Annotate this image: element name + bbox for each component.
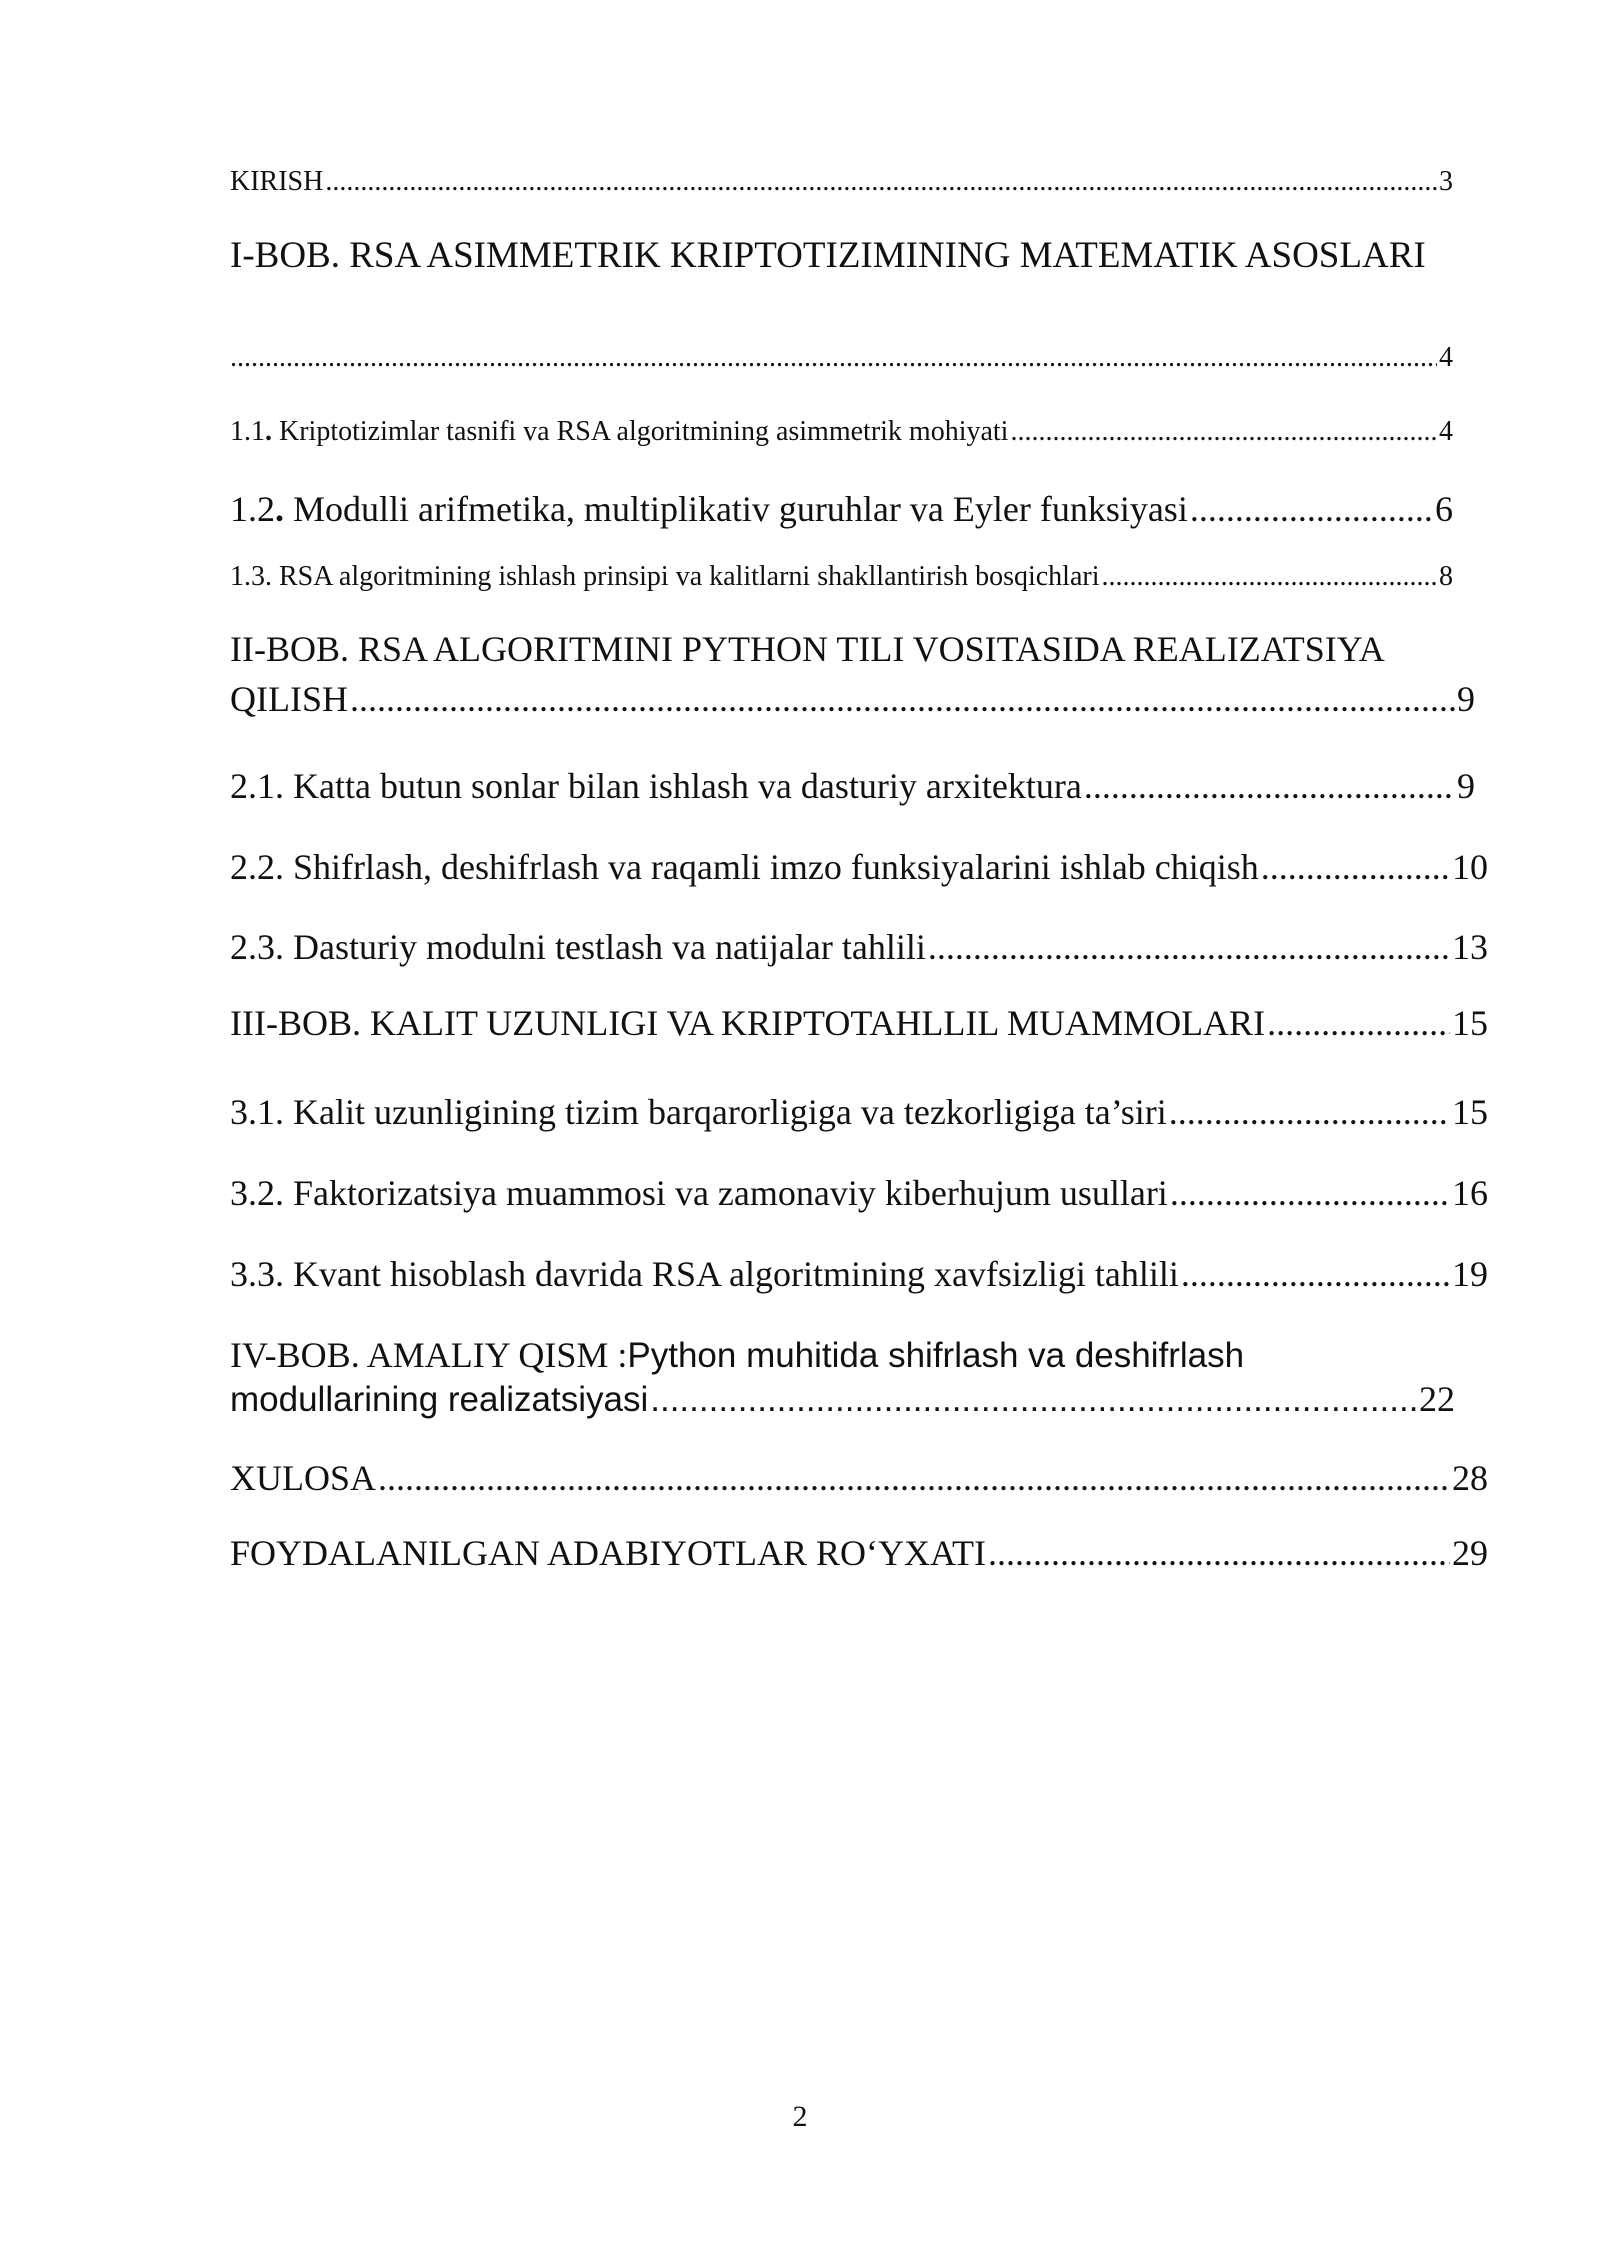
toc-entry-chapter-4	[230, 1378, 1455, 1420]
toc-label: 3.3. Kvant hisoblash davrida RSA algoritmining xavfsizligi tahlili	[230, 1254, 1179, 1294]
toc-chapter-4-title: Python muhitida shifrlash va deshifrlash	[627, 1336, 1245, 1375]
toc-label: QILISH	[230, 679, 348, 719]
toc-entry-1-1	[230, 416, 1453, 448]
toc-chapter-4-prefix: IV-BOB. AMALIY QISM :	[230, 1335, 628, 1375]
toc-entry-3-3	[230, 1253, 1488, 1295]
toc-page-number: 15	[1452, 1003, 1488, 1043]
toc-entry-1-3	[230, 561, 1453, 593]
toc-page-number: 9	[1457, 766, 1475, 806]
toc-page-number: 8	[1439, 561, 1453, 592]
toc-leader-dots	[1169, 1091, 1450, 1133]
toc-page-number: 6	[1435, 489, 1453, 529]
toc-label: KIRISH	[230, 166, 324, 197]
toc-leader-dots	[1170, 1172, 1450, 1214]
toc-leader-dots	[650, 1380, 1417, 1420]
toc-leader-dots	[1101, 561, 1437, 593]
toc-leader-dots	[988, 1532, 1450, 1574]
toc-page-number: 19	[1452, 1254, 1488, 1294]
toc-section-number: 1.1	[230, 416, 265, 447]
toc-page-number: 28	[1452, 1458, 1488, 1498]
toc-page-number: 13	[1452, 927, 1488, 967]
toc-section-dot: .	[275, 489, 284, 529]
toc-label: 2.3. Dasturiy modulni testlash va natijalar tahlili	[230, 927, 926, 967]
toc-leader-dots	[1190, 488, 1433, 530]
toc-label: 3.1. Kalit uzunligining tizim barqarorligiga va tezkorligiga ta’siri	[230, 1092, 1167, 1132]
toc-entry-xulosa	[230, 1457, 1488, 1499]
toc-leader-dots	[378, 1457, 1450, 1499]
toc-entry-chapter-1-leader	[230, 342, 1453, 374]
toc-leader-dots	[1084, 765, 1455, 807]
toc-entry-references	[230, 1532, 1488, 1574]
page-number: 2	[792, 2100, 808, 2133]
toc-page-number: 4	[1439, 342, 1453, 373]
toc-entry-1-2	[230, 488, 1453, 530]
toc-label: FOYDALANILGAN ADABIYOTLAR RO‘YXATI	[230, 1533, 986, 1573]
toc-entry-2-1	[230, 765, 1475, 807]
toc-page-number: 10	[1452, 847, 1488, 887]
toc-entry-chapter-2	[230, 678, 1475, 720]
toc-leader-dots	[1010, 416, 1437, 448]
toc-leader-dots	[928, 926, 1450, 968]
toc-page-number: 4	[1439, 416, 1453, 447]
toc-chapter-1-title: I-BOB. RSA ASIMMETRIK KRIPTOTIZIMINING MATEMATIK ASOSLARI	[230, 235, 1426, 276]
toc-label: 2.2. Shifrlash, deshifrlash va raqamli imzo funksiyalarini ishlab chiqish	[230, 847, 1259, 887]
toc-leader-dots	[1181, 1253, 1450, 1295]
toc-entry-chapter-3	[230, 1002, 1488, 1044]
toc-label: XULOSA	[230, 1458, 377, 1498]
toc-leader-dots	[230, 342, 1437, 374]
toc-label: III-BOB. KALIT UZUNLIGI VA KRIPTOTAHLLIL MUAMMOLARI	[230, 1003, 1266, 1043]
toc-label: 3.2. Faktorizatsiya muammosi va zamonaviy kiberhujum usullari	[230, 1173, 1168, 1213]
toc-label: 2.1. Katta butun sonlar bilan ishlash va dasturiy arxitektura	[230, 766, 1082, 806]
toc-label: Kriptotizimlar tasnifi va RSA algoritmining asimmetrik mohiyati	[272, 416, 1009, 447]
toc-page-number: 15	[1452, 1092, 1488, 1132]
toc-label: modullarining realizatsiyasi	[230, 1380, 649, 1419]
toc-entry-3-1	[230, 1091, 1488, 1133]
toc-leader-dots	[1267, 1002, 1450, 1044]
toc-label: 1.3. RSA algoritmining ishlash prinsipi va kalitlarni shakllantirish bosqichlari	[230, 561, 1100, 592]
toc-section-number: 1.2	[230, 489, 275, 529]
toc-page-number: 16	[1452, 1173, 1488, 1213]
toc-label: Modulli arifmetika, multiplikativ guruhlar va Eyler funksiyasi	[284, 489, 1188, 529]
toc-chapter-2-title-line1: II-BOB. RSA ALGORITMINI PYTHON TILI VOSITASIDA REALIZATSIYA	[230, 629, 1385, 669]
toc-leader-dots	[1261, 846, 1450, 888]
toc-entry-2-2	[230, 846, 1488, 888]
toc-page-number: 22	[1419, 1379, 1455, 1419]
toc-leader-dots	[350, 678, 1455, 720]
toc-section-dot: .	[265, 416, 272, 447]
toc-leader-dots	[325, 166, 1437, 198]
toc-page-number: 9	[1457, 679, 1475, 719]
toc-entry-2-3	[230, 926, 1488, 968]
toc-page-number: 29	[1452, 1533, 1488, 1573]
toc-entry-kirish	[230, 166, 1453, 198]
toc-entry-3-2	[230, 1172, 1488, 1214]
toc-page-number: 3	[1439, 166, 1453, 197]
toc-chapter-4-title-line1	[230, 1334, 1244, 1376]
